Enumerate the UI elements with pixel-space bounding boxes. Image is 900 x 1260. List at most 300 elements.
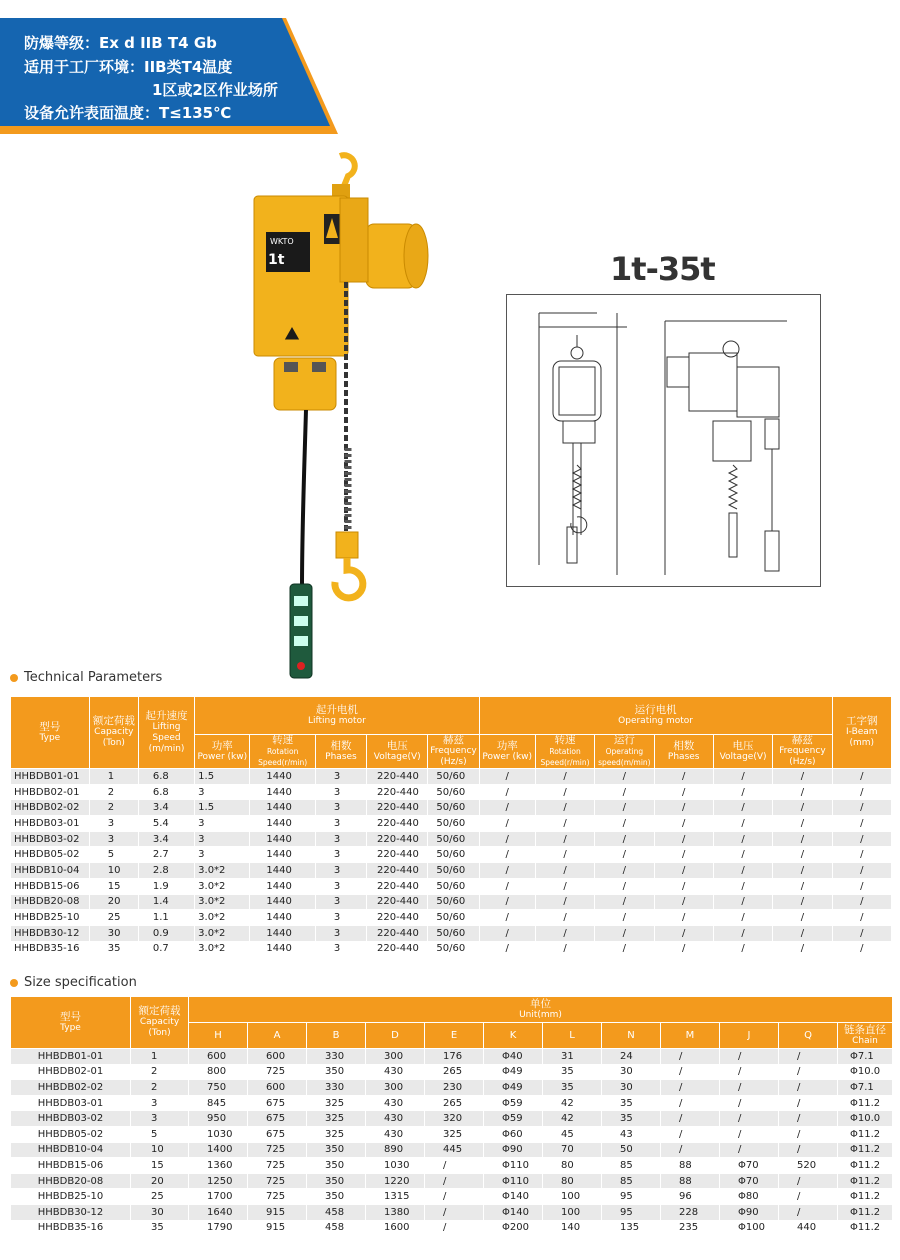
tech-params-title: Technical Parameters: [24, 670, 163, 685]
explosion-proof-banner: [0, 0, 340, 134]
table-cell: /: [832, 894, 891, 910]
table-cell: /: [654, 800, 713, 816]
col-lifting-speed: 起升速度 Lifting Speed (m/min): [138, 697, 194, 769]
table-cell: /: [773, 894, 832, 910]
table-cell: 42: [543, 1111, 602, 1127]
col-m: M: [661, 1023, 720, 1049]
table-cell: 300: [366, 1080, 425, 1096]
table-cell: /: [661, 1064, 720, 1080]
table-cell: 20: [131, 1173, 189, 1189]
table-row: [11, 1204, 893, 1220]
col-lift-phases: 相数 Phases: [315, 735, 366, 769]
table-cell: Φ70: [720, 1173, 779, 1189]
table-cell: /: [595, 816, 654, 832]
model-cell: HHBDB25-10: [11, 910, 90, 926]
table-cell: 100: [543, 1204, 602, 1220]
table-cell: 325: [307, 1095, 366, 1111]
table-cell: 35: [89, 941, 138, 957]
model-cell: HHBDB25-10: [11, 1189, 131, 1205]
table-cell: 45: [543, 1126, 602, 1142]
model-cell: HHBDB02-02: [11, 1080, 131, 1096]
table-cell: 3: [315, 784, 366, 800]
table-cell: /: [425, 1220, 484, 1236]
table-row: [11, 1189, 893, 1205]
table-cell: Φ140: [484, 1189, 543, 1205]
table-cell: /: [479, 941, 535, 957]
table-cell: 3: [195, 816, 250, 832]
model-cell: HHBDB03-01: [11, 816, 90, 832]
col-type: 型号 Type: [11, 697, 90, 769]
table-cell: 1440: [250, 847, 315, 863]
table-row: [11, 878, 892, 894]
table-cell: /: [773, 910, 832, 926]
table-cell: 350: [307, 1173, 366, 1189]
table-cell: /: [661, 1142, 720, 1158]
table-cell: 50/60: [428, 925, 479, 941]
table-cell: Φ11.2: [838, 1142, 893, 1158]
model-cell: HHBDB03-02: [11, 831, 90, 847]
table-cell: 1440: [250, 878, 315, 894]
col-a: A: [248, 1023, 307, 1049]
table-cell: /: [773, 925, 832, 941]
table-cell: 25: [131, 1189, 189, 1205]
table-cell: 1380: [366, 1204, 425, 1220]
table-cell: 1.5: [195, 800, 250, 816]
table-cell: 1220: [366, 1173, 425, 1189]
table-cell: /: [832, 800, 891, 816]
table-cell: /: [832, 878, 891, 894]
model-cell: HHBDB02-01: [11, 784, 90, 800]
table-cell: 220-440: [367, 816, 428, 832]
table-cell: /: [595, 784, 654, 800]
table-cell: /: [661, 1049, 720, 1065]
table-cell: 35: [543, 1080, 602, 1096]
model-cell: HHBDB03-02: [11, 1111, 131, 1127]
table-cell: /: [535, 769, 594, 785]
table-cell: /: [773, 769, 832, 785]
table-cell: 31: [543, 1049, 602, 1065]
table-cell: /: [595, 800, 654, 816]
table-cell: 2: [131, 1064, 189, 1080]
banner-line-1: 防爆等级：Ex d IIB T4 Gb: [24, 34, 217, 52]
table-cell: 675: [248, 1126, 307, 1142]
col-group-unit: 单位 Unit(mm): [189, 997, 893, 1023]
model-cell: HHBDB01-01: [11, 769, 90, 785]
model-cell: HHBDB30-12: [11, 925, 90, 941]
table-cell: 50/60: [428, 769, 479, 785]
table-cell: 300: [366, 1049, 425, 1065]
table-row: [11, 1064, 893, 1080]
table-cell: 330: [307, 1080, 366, 1096]
table-cell: 3: [315, 894, 366, 910]
table-cell: 85: [602, 1173, 661, 1189]
col-capacity: 额定荷载 Capacity (Ton): [131, 997, 189, 1049]
table-cell: 220-440: [367, 910, 428, 926]
table-cell: 1400: [189, 1142, 248, 1158]
table-cell: /: [595, 769, 654, 785]
table-cell: /: [595, 941, 654, 957]
table-cell: 88: [661, 1158, 720, 1174]
table-cell: 3.0*2: [195, 894, 250, 910]
table-cell: /: [661, 1126, 720, 1142]
table-cell: /: [479, 769, 535, 785]
col-h: H: [189, 1023, 248, 1049]
table-cell: 6.8: [138, 769, 194, 785]
table-cell: 220-440: [367, 831, 428, 847]
table-cell: 30: [602, 1064, 661, 1080]
model-cell: HHBDB15-06: [11, 878, 90, 894]
table-cell: 350: [307, 1064, 366, 1080]
table-row: [11, 1095, 893, 1111]
table-cell: 35: [602, 1095, 661, 1111]
table-cell: 1600: [366, 1220, 425, 1236]
table-cell: 3: [195, 784, 250, 800]
table-cell: Φ11.2: [838, 1204, 893, 1220]
table-row: [11, 863, 892, 879]
table-cell: 95: [602, 1189, 661, 1205]
table-cell: /: [595, 910, 654, 926]
table-cell: 35: [131, 1220, 189, 1236]
table-cell: 30: [131, 1204, 189, 1220]
capacity-range-title: 1t-35t: [610, 250, 715, 288]
table-cell: 220-440: [367, 847, 428, 863]
table-cell: /: [661, 1095, 720, 1111]
table-cell: Φ59: [484, 1111, 543, 1127]
table-cell: 3: [131, 1111, 189, 1127]
table-cell: Φ200: [484, 1220, 543, 1236]
col-group-lifting-motor: 起升电机 Lifting motor: [195, 697, 479, 735]
table-cell: 800: [189, 1064, 248, 1080]
model-cell: HHBDB35-16: [11, 1220, 131, 1236]
table-cell: /: [832, 847, 891, 863]
table-cell: 1440: [250, 925, 315, 941]
table-cell: 325: [307, 1111, 366, 1127]
table-cell: /: [713, 816, 772, 832]
table-row: [11, 1158, 893, 1174]
table-row: [11, 831, 892, 847]
table-cell: /: [535, 894, 594, 910]
table-cell: Φ90: [720, 1204, 779, 1220]
table-cell: 50/60: [428, 847, 479, 863]
model-cell: HHBDB10-04: [11, 1142, 131, 1158]
table-cell: 5: [89, 847, 138, 863]
table-cell: 3.0*2: [195, 863, 250, 879]
table-cell: 3: [315, 941, 366, 957]
table-cell: /: [479, 784, 535, 800]
table-cell: 430: [366, 1064, 425, 1080]
table-cell: /: [713, 800, 772, 816]
table-cell: 675: [248, 1111, 307, 1127]
bullet-dot-icon: [10, 674, 18, 682]
table-cell: Φ110: [484, 1173, 543, 1189]
table-cell: 3: [315, 769, 366, 785]
table-cell: 350: [307, 1189, 366, 1205]
table-row: [11, 769, 892, 785]
table-cell: Φ11.2: [838, 1220, 893, 1236]
table-cell: Φ70: [720, 1158, 779, 1174]
table-cell: 675: [248, 1095, 307, 1111]
table-cell: /: [773, 863, 832, 879]
table-cell: 30: [89, 925, 138, 941]
table-cell: /: [713, 894, 772, 910]
table-cell: 3: [315, 863, 366, 879]
table-cell: 1250: [189, 1173, 248, 1189]
banner-line-4: 设备允许表面温度：T≤135℃: [24, 104, 232, 122]
table-cell: /: [779, 1189, 838, 1205]
table-row: [11, 816, 892, 832]
table-cell: Φ11.2: [838, 1095, 893, 1111]
table-cell: 430: [366, 1095, 425, 1111]
table-cell: 750: [189, 1080, 248, 1096]
table-cell: 2.8: [138, 863, 194, 879]
table-cell: /: [713, 910, 772, 926]
table-cell: /: [661, 1080, 720, 1096]
technical-parameters-table: [10, 696, 892, 957]
table-cell: Φ49: [484, 1080, 543, 1096]
table-cell: 440: [779, 1220, 838, 1236]
model-cell: HHBDB05-02: [11, 1126, 131, 1142]
table-cell: /: [425, 1173, 484, 1189]
table-cell: /: [595, 925, 654, 941]
table-cell: 725: [248, 1158, 307, 1174]
model-cell: HHBDB30-12: [11, 1204, 131, 1220]
size-spec-title: Size specification: [24, 975, 137, 990]
table-cell: /: [479, 816, 535, 832]
table-cell: /: [595, 863, 654, 879]
table-cell: 600: [248, 1049, 307, 1065]
table-cell: /: [535, 941, 594, 957]
table-cell: 50/60: [428, 878, 479, 894]
model-cell: HHBDB02-01: [11, 1064, 131, 1080]
table-cell: /: [595, 831, 654, 847]
table-cell: 845: [189, 1095, 248, 1111]
table-cell: 915: [248, 1204, 307, 1220]
table-cell: 325: [425, 1126, 484, 1142]
table-cell: 3.0*2: [195, 878, 250, 894]
table-row: [11, 800, 892, 816]
table-cell: 1440: [250, 784, 315, 800]
table-cell: /: [479, 878, 535, 894]
table-cell: 6.8: [138, 784, 194, 800]
bullet-dot-icon: [10, 979, 18, 987]
table-cell: /: [535, 878, 594, 894]
table-cell: /: [779, 1049, 838, 1065]
model-cell: HHBDB03-01: [11, 1095, 131, 1111]
table-cell: 50/60: [428, 816, 479, 832]
table-cell: /: [535, 925, 594, 941]
table-cell: Φ100: [720, 1220, 779, 1236]
table-cell: 1440: [250, 910, 315, 926]
table-cell: 1640: [189, 1204, 248, 1220]
table-cell: /: [654, 910, 713, 926]
table-cell: /: [773, 941, 832, 957]
table-cell: Φ10.0: [838, 1064, 893, 1080]
table-cell: /: [773, 816, 832, 832]
table-cell: 228: [661, 1204, 720, 1220]
table-cell: /: [535, 800, 594, 816]
model-cell: HHBDB20-08: [11, 894, 90, 910]
table-row: [11, 1142, 893, 1158]
table-row: [11, 1111, 893, 1127]
table-cell: 24: [602, 1049, 661, 1065]
table-cell: 3: [89, 816, 138, 832]
table-cell: 325: [307, 1126, 366, 1142]
table-cell: 3: [315, 878, 366, 894]
table-cell: Φ7.1: [838, 1080, 893, 1096]
table-cell: Φ7.1: [838, 1049, 893, 1065]
table-cell: 70: [543, 1142, 602, 1158]
model-cell: HHBDB01-01: [11, 1049, 131, 1065]
col-i-beam: 工字钢 I-Beam (mm): [832, 697, 891, 769]
table-cell: /: [713, 847, 772, 863]
table-cell: 10: [131, 1142, 189, 1158]
table-cell: 600: [189, 1049, 248, 1065]
table-cell: 1030: [366, 1158, 425, 1174]
table-cell: Φ11.2: [838, 1173, 893, 1189]
table-cell: 220-440: [367, 894, 428, 910]
table-cell: /: [479, 910, 535, 926]
table-cell: 43: [602, 1126, 661, 1142]
table-cell: 50/60: [428, 941, 479, 957]
table-cell: /: [425, 1204, 484, 1220]
col-run-rotation: 转速 Rotation Speed(r/min): [535, 735, 594, 769]
model-cell: HHBDB10-04: [11, 863, 90, 879]
table-row: [11, 1080, 893, 1096]
table-cell: 220-440: [367, 784, 428, 800]
table-cell: /: [654, 863, 713, 879]
table-cell: 1700: [189, 1189, 248, 1205]
table-cell: 915: [248, 1220, 307, 1236]
col-lift-voltage: 电压 Voltage(V): [367, 735, 428, 769]
model-cell: HHBDB20-08: [11, 1173, 131, 1189]
table-cell: /: [779, 1080, 838, 1096]
table-cell: /: [832, 863, 891, 879]
table-cell: Φ11.2: [838, 1189, 893, 1205]
table-cell: /: [773, 878, 832, 894]
col-type: 型号 Type: [11, 997, 131, 1049]
table-cell: 1440: [250, 800, 315, 816]
table-cell: 220-440: [367, 925, 428, 941]
table-cell: 95: [602, 1204, 661, 1220]
table-cell: /: [773, 800, 832, 816]
table-cell: /: [535, 847, 594, 863]
table-cell: /: [535, 910, 594, 926]
table-cell: 25: [89, 910, 138, 926]
table-cell: /: [720, 1095, 779, 1111]
table-cell: /: [654, 941, 713, 957]
table-cell: /: [779, 1095, 838, 1111]
table-cell: 2: [89, 784, 138, 800]
table-cell: 15: [131, 1158, 189, 1174]
table-cell: 600: [248, 1080, 307, 1096]
hoist-product-image: [236, 148, 436, 688]
table-cell: Φ110: [484, 1158, 543, 1174]
table-cell: /: [713, 863, 772, 879]
table-cell: /: [654, 784, 713, 800]
table-cell: Φ10.0: [838, 1111, 893, 1127]
table-cell: 1: [131, 1049, 189, 1065]
table-row: [11, 925, 892, 941]
table-row: [11, 1126, 893, 1142]
table-cell: 1.4: [138, 894, 194, 910]
table-cell: 430: [366, 1111, 425, 1127]
table-row: [11, 1220, 893, 1236]
col-run-frequency: 赫兹 Frequency (Hz/s): [773, 735, 832, 769]
col-capacity: 额定荷载 Capacity (Ton): [89, 697, 138, 769]
table-cell: /: [720, 1111, 779, 1127]
table-cell: /: [773, 784, 832, 800]
col-e: E: [425, 1023, 484, 1049]
table-cell: /: [479, 894, 535, 910]
table-cell: 50/60: [428, 910, 479, 926]
table-cell: /: [832, 941, 891, 957]
table-row: [11, 784, 892, 800]
table-cell: 1440: [250, 863, 315, 879]
table-cell: 35: [543, 1064, 602, 1080]
capacity-badge: 1t: [268, 252, 285, 268]
col-j: J: [720, 1023, 779, 1049]
table-cell: /: [779, 1126, 838, 1142]
table-row: [11, 894, 892, 910]
size-spec-heading: [10, 975, 137, 990]
table-cell: 50/60: [428, 831, 479, 847]
table-cell: 3.0*2: [195, 925, 250, 941]
table-cell: 520: [779, 1158, 838, 1174]
table-cell: /: [832, 784, 891, 800]
table-cell: 220-440: [367, 800, 428, 816]
table-cell: 3: [195, 847, 250, 863]
model-cell: HHBDB05-02: [11, 847, 90, 863]
tech-params-heading: [10, 670, 162, 685]
table-cell: /: [720, 1064, 779, 1080]
table-cell: /: [832, 925, 891, 941]
table-cell: /: [479, 800, 535, 816]
table-cell: /: [654, 769, 713, 785]
table-cell: 350: [307, 1142, 366, 1158]
table-cell: 50/60: [428, 863, 479, 879]
table-cell: /: [535, 816, 594, 832]
table-cell: /: [654, 894, 713, 910]
table-cell: /: [773, 831, 832, 847]
table-cell: 0.7: [138, 941, 194, 957]
table-cell: 1: [89, 769, 138, 785]
brand-label: WKTO: [270, 237, 294, 246]
table-cell: Φ49: [484, 1064, 543, 1080]
table-cell: /: [720, 1142, 779, 1158]
table-cell: 3: [315, 925, 366, 941]
model-cell: HHBDB35-16: [11, 941, 90, 957]
table-cell: /: [595, 847, 654, 863]
table-cell: 1360: [189, 1158, 248, 1174]
table-cell: 135: [602, 1220, 661, 1236]
table-row: [11, 1049, 893, 1065]
table-cell: /: [479, 831, 535, 847]
table-cell: /: [535, 784, 594, 800]
table-cell: /: [720, 1049, 779, 1065]
table-cell: 350: [307, 1158, 366, 1174]
table-cell: /: [654, 925, 713, 941]
table-cell: 265: [425, 1064, 484, 1080]
table-cell: /: [720, 1080, 779, 1096]
table-cell: /: [779, 1142, 838, 1158]
table-cell: /: [654, 847, 713, 863]
size-specification-table: [10, 996, 893, 1236]
table-cell: /: [595, 894, 654, 910]
table-cell: 3: [89, 831, 138, 847]
table-cell: 445: [425, 1142, 484, 1158]
table-cell: 20: [89, 894, 138, 910]
table-cell: 35: [602, 1111, 661, 1127]
